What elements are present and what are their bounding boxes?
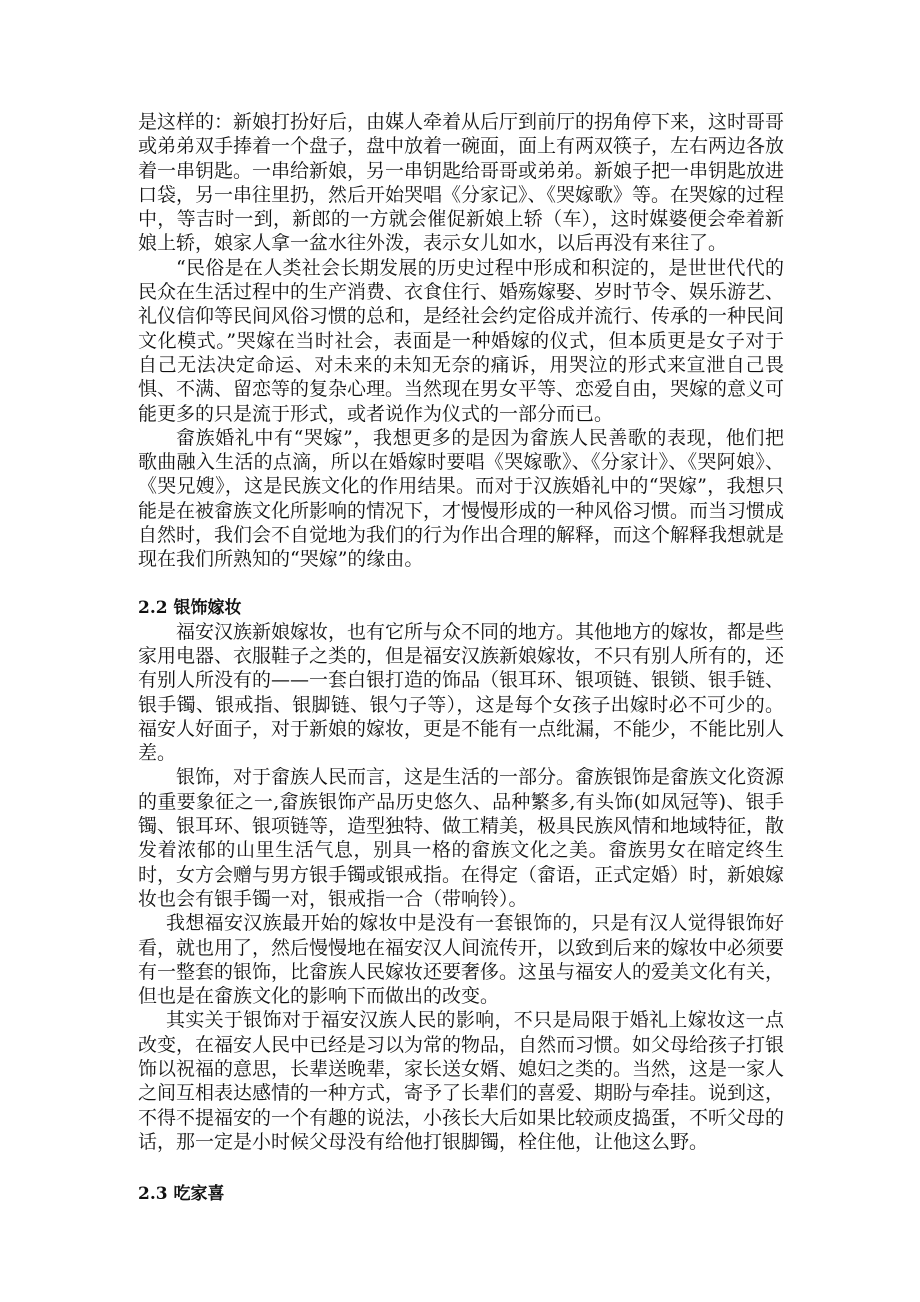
section-spacer (138, 1154, 784, 1182)
paragraph-folk-custom-quote: “民俗是在人类社会长期发展的历史过程中形成和积淀的，是世世代代的民众在生活过程中的生产消费、衣食住行、婚殇嫁娶、岁时节令、娱乐游艺、礼仪信仰等民间风俗习惯的总和，是经社会约定俗成并流行、传承的一种民间文化模式。”哭嫁在当时社会，表面是一种婚嫁的仪式，但本质更是女子对于自己无法决定命运、对未来的未知无奈的痛诉，用哭泣的形式来宣泄自己畏惧、不满、留恋等的复杂心理。当然现在男女平等、恋爱自由，哭嫁的意义可能更多的只是流于形式，或者说作为仪式的一部分而已。 (138, 256, 785, 425)
document-page (138, 110, 784, 1206)
section-spacer (138, 572, 784, 596)
section-heading-2-3: 2.3 吃家喜 (138, 1184, 225, 1205)
section-heading-2-2: 2.2 银饰嫁妆 (138, 597, 242, 618)
paragraph-han-silver-origin: 我想福安汉族最开始的嫁妆中是没有一套银饰的，只是有汉人觉得银饰好看，就也用了，然后慢慢地在福安汉人间流传开，以致到后来的嫁妆中必须要有一整套的银饰，比畲族人民嫁妆还要奢侈。这虽与福安人的爱美文化有关，但也是在畲族文化的影响下而做出的改变。 (138, 912, 785, 1008)
paragraph-silver-dowry: 福安汉族新娘嫁妆，也有它所与众不同的地方。其他地方的嫁妆，都是些家用电器、衣服鞋子之类的，但是福安汉族新娘嫁妆，不只有别人所有的，还有别人所没有的——一套白银打造的饰品（银耳环、银项链、银锁、银手链、银手镯、银戒指、银脚链、银勺子等），这是每个女孩子出嫁时必不可少的。 福安人好面子，对于新娘的嫁妆，更是不能有一点纰漏，不能少，不能比别人差。 (138, 620, 785, 765)
paragraph-she-crying-wedding: 畲族婚礼中有“哭嫁”，我想更多的是因为畲族人民善歌的表现，他们把歌曲融入生活的点滴，所以在婚嫁时要唱《哭嫁歌》、《分家计》、《哭阿娘》、《哭兄嫂》，这是民族文化的作用结果。而对于汉族婚礼中的“哭嫁”，我想只能是在被畲族文化所影响的情况下，才慢慢形成的一种风俗习惯。而当习惯成自然时，我们会不自觉地为我们的行为作出合理的解释，而这个解释我想就是现在我们所熟知的“哭嫁”的缘由。 (138, 426, 785, 571)
paragraph-bride-keys: 是这样的：新娘打扮好后，由媒人牵着从后厅到前厅的拐角停下来，这时哥哥或弟弟双手捧着一个盘子，盘中放着一碗面，面上有两双筷子，左右两边各放着一串钥匙。一串给新娘，另一串钥匙给哥哥或弟弟。新娘子把一串钥匙放进口袋，另一串往里扔，然后开始哭唱《分家记》、《哭嫁歌》等。在哭嫁的过程中，等吉时一到，新郎的一方就会催促新娘上轿（车），这时媒婆便会牵着新娘上轿，娘家人拿一盆水往外泼，表示女儿如水，以后再没有来往了。 (138, 111, 785, 255)
paragraph-silver-influence: 其实关于银饰对于福安汉族人民的影响，不只是局限于婚礼上嫁妆这一点改变，在福安人民中已经是习以为常的物品，自然而习惯。如父母给孩子打银饰以祝福的意思，长辈送晚辈，家长送女婿、媳妇之类的。当然，这是一家人之间互相表达感情的一种方式，寄予了长辈们的喜爱、期盼与牵挂。说到这，不得不提福安的一个有趣的说法，小孩长大后如果比较顽皮捣蛋，不听父母的话，那一定是小时候父母没有给他打银脚镯，栓住他，让他这么野。 (138, 1009, 785, 1153)
paragraph-she-silver: 银饰，对于畲族人民而言，这是生活的一部分。畲族银饰是畲族文化资源的重要象征之一,畲族银饰产品历史悠久、品种繁多,有头饰(如凤冠等)、银手镯、银耳环、银项链等，造型独特、做工精美，极具民族风情和地域特征，散发着浓郁的山里生活气息，别具一格的畲族文化之美。畲族男女在暗定终生时，女方会赠与男方银手镯或银戒指。在得定（畲语，正式定婚）时，新娘嫁妆也会有银手镯一对，银戒指一合（带响铃）。 (138, 766, 785, 910)
